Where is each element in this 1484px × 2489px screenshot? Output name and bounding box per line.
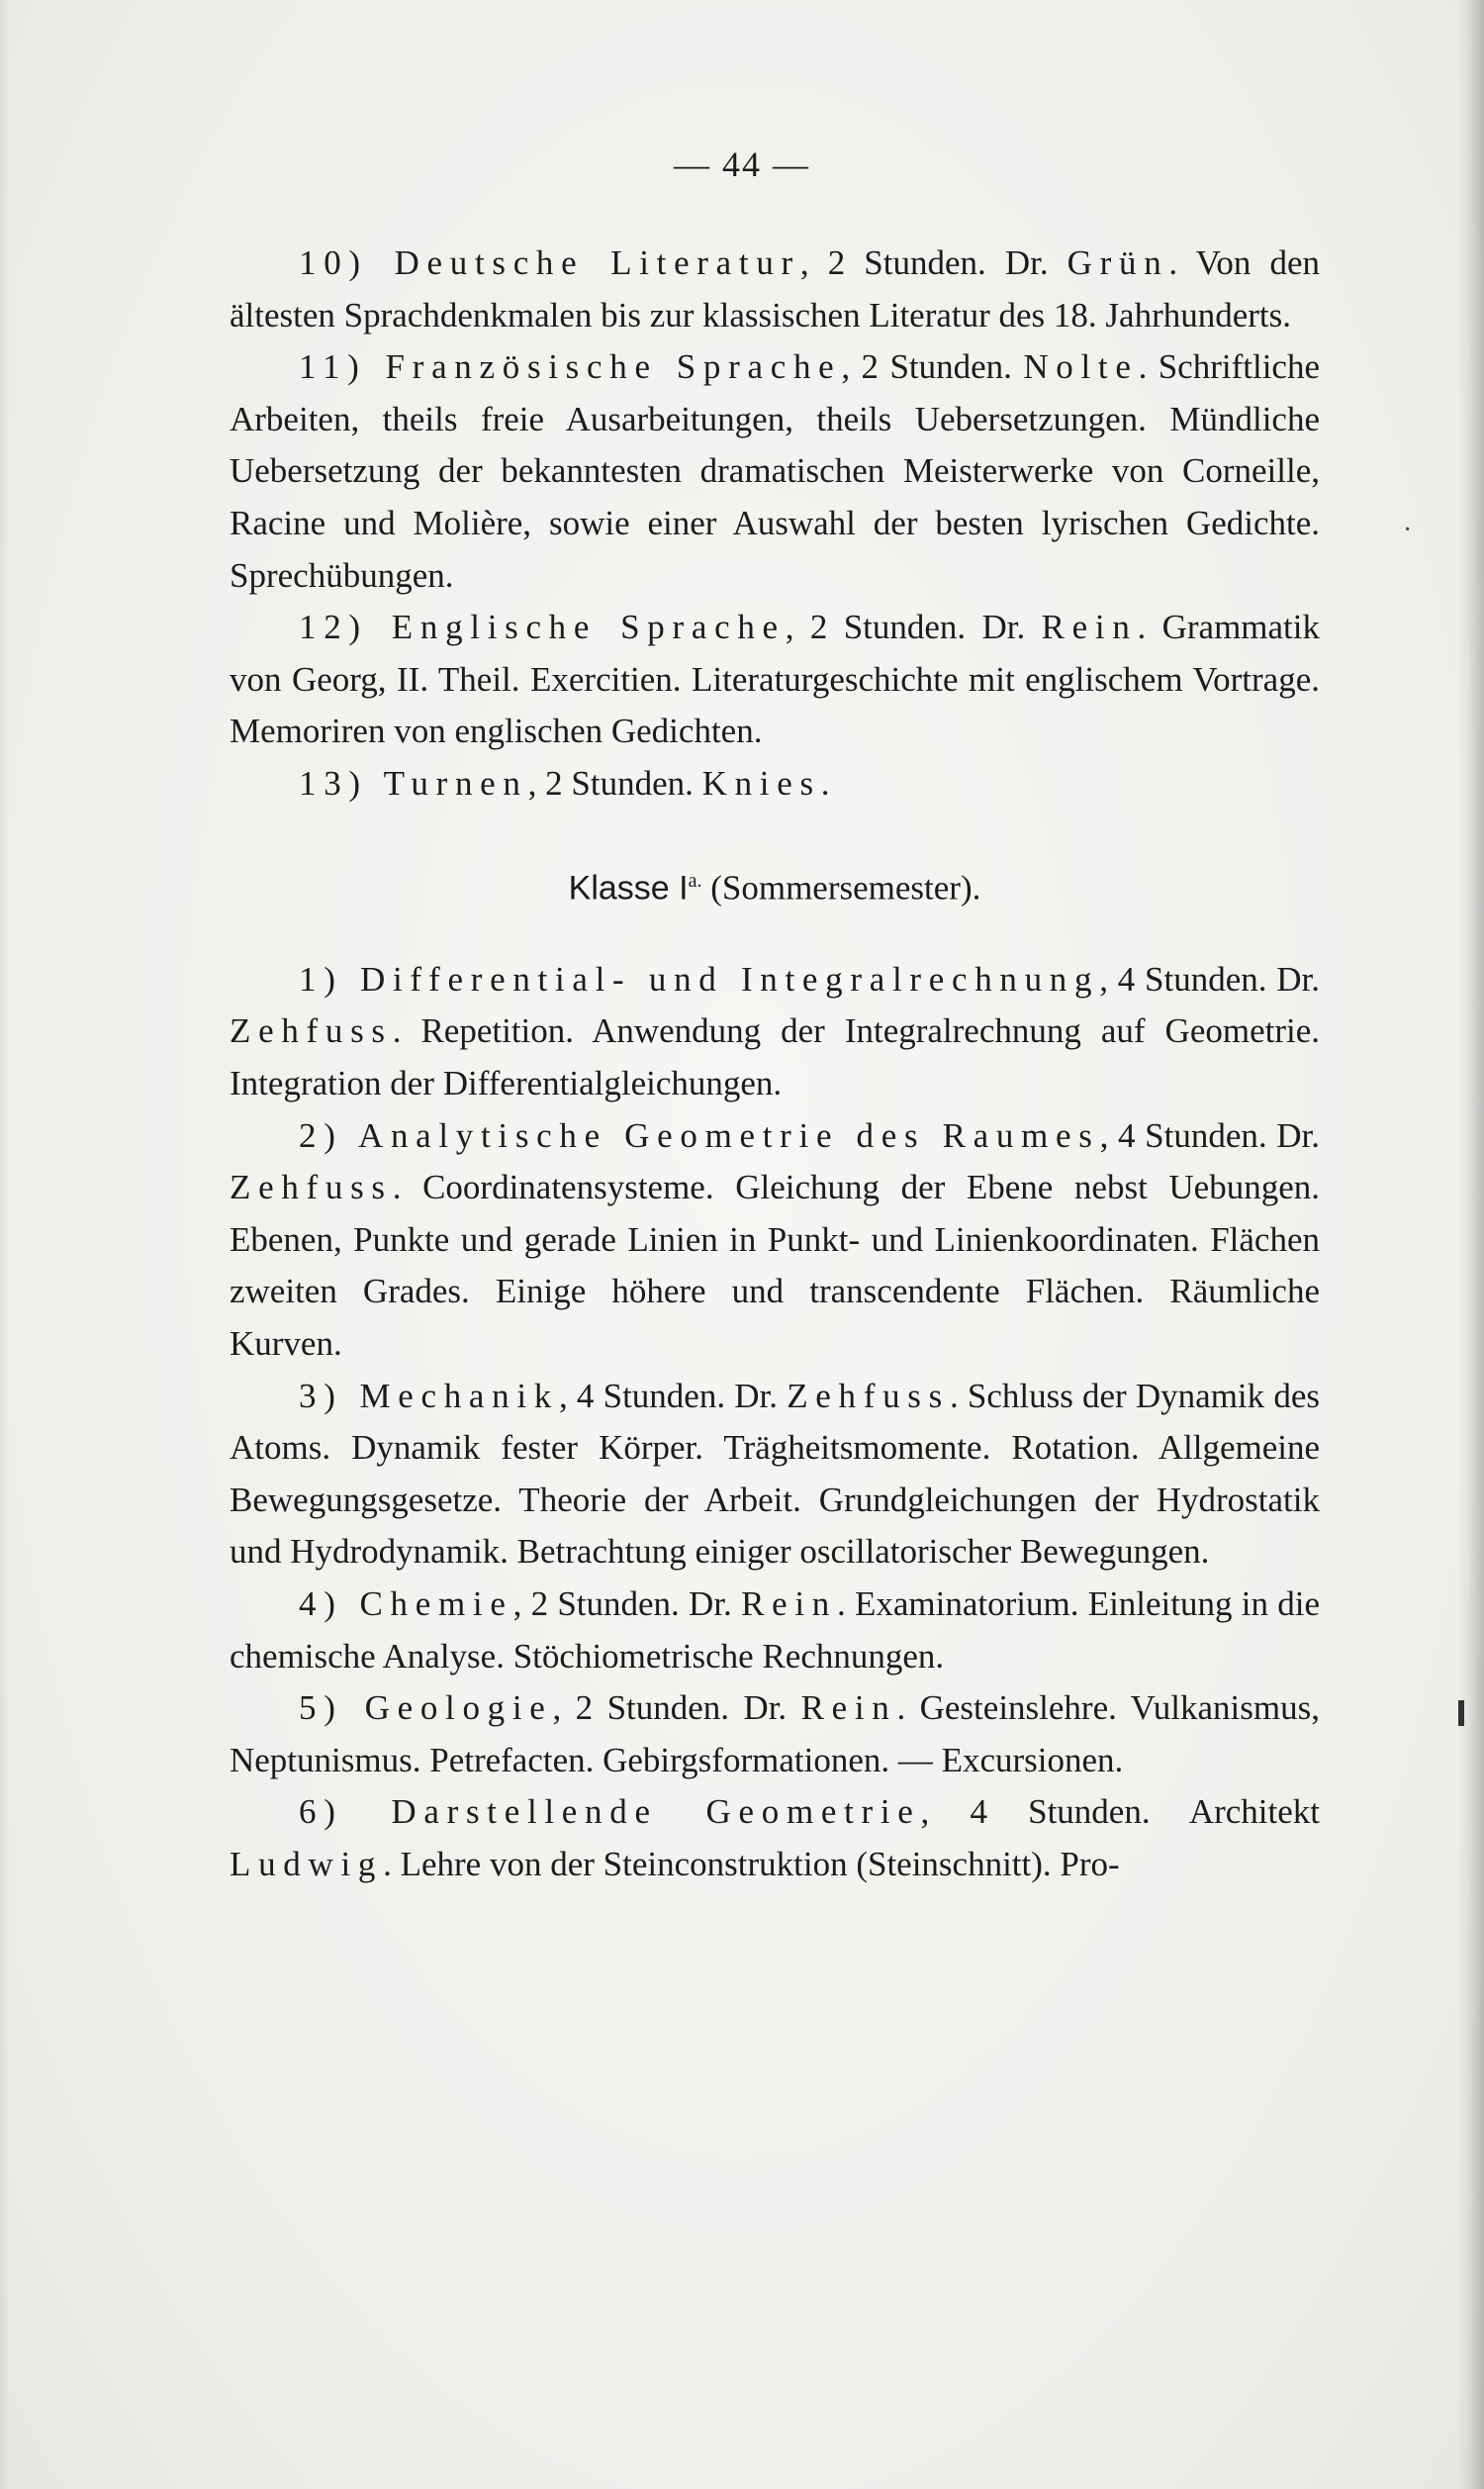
paragraph-text: , 4 Stunden. Dr. xyxy=(1099,959,1320,999)
paragraph-text: . Lehre von der Steinconstruktion (Steinschnitt). Pro- xyxy=(383,1844,1120,1883)
margin-mark: · xyxy=(1403,515,1413,545)
teacher-name: Nolte xyxy=(1023,347,1139,387)
paragraph-text: . Schriftliche Arbeiten, theils freie Ausarbeitungen, theils Uebersetzungen. Mündliche Uebersetzung der bekanntesten dramatischen Meisterwerke von Corneille, Racine und Molière, sowie einer Auswahl der besten lyrischen Gedichte. Sprechübungen. xyxy=(230,347,1320,595)
paragraph-text: . xyxy=(820,763,830,803)
page-right-edge xyxy=(1458,0,1484,2489)
paragraph-text: , 2 Stunden. xyxy=(527,763,702,803)
paragraph-text: , 2 Stunden. Dr. xyxy=(799,243,1067,282)
paragraph xyxy=(230,1579,1320,1682)
subject-name: 4) Chemie xyxy=(299,1583,513,1623)
subject-name: 13) Turnen xyxy=(299,763,528,803)
subject-name: 1) Differential- und Integralrechnung xyxy=(299,959,1100,999)
paragraph-text: . Gesteinslehre. Vulkanismus, Neptunismus. Petrefacten. Gebirgsformationen. — Excursionen. xyxy=(230,1688,1320,1779)
paragraph-text: . Von den ältesten Sprachdenkmalen bis zur klassischen Literatur des 18. Jahrhunderts. xyxy=(230,243,1320,335)
paragraph xyxy=(230,1786,1320,1890)
paragraph-text: . Grammatik von Georg, II. Theil. Exercitien. Literaturgeschichte mit englischem Vortrage. Memoriren von englischen Gedichten. xyxy=(230,608,1320,751)
paragraph xyxy=(230,238,1320,341)
heading-label: Klasse I xyxy=(568,869,689,908)
paragraph-text: , 4 Stunden. Dr. xyxy=(1099,1115,1320,1155)
paragraph xyxy=(230,758,1320,811)
heading-superscript: a. xyxy=(688,869,702,892)
paragraph-text: , 4 Stunden. Dr. xyxy=(559,1376,788,1415)
subject-name: 10) Deutsche Literatur xyxy=(299,243,800,282)
paragraph xyxy=(230,1682,1320,1786)
paragraph-text: . Examinatorium. Einleitung in die chemische Analyse. Stöchiometrische Rechnungen. xyxy=(230,1583,1320,1675)
body-text xyxy=(230,238,1320,1890)
subject-name: 3) Mechanik xyxy=(299,1376,559,1415)
section-heading xyxy=(230,855,1320,914)
teacher-name: Rein xyxy=(741,1583,837,1623)
subject-name: 6) Darstellende Geometrie xyxy=(299,1792,921,1832)
teacher-name: Zehfuss xyxy=(230,1168,393,1207)
subject-name: 11) Französische Sprache xyxy=(299,347,842,387)
teacher-name: Zehfuss xyxy=(787,1376,950,1415)
paragraph xyxy=(230,1371,1320,1579)
paragraph-text: , 2 Stunden. Dr. xyxy=(552,1688,801,1728)
paragraph-text: , 4 Stunden. Architekt xyxy=(920,1792,1320,1832)
page-number: — 44 — xyxy=(674,144,810,184)
subject-name: 12) Englische Sprache xyxy=(299,608,786,647)
teacher-name: Rein xyxy=(1041,608,1138,647)
page-left-edge xyxy=(0,0,10,2489)
paragraph-text: . Coordinatensysteme. Gleichung der Ebene nebst Uebungen. Ebenen, Punkte und gerade Linien in Punkt- und Linienkoordinaten. Flächen zweiten Grades. Einige höhere und transcendente Flächen. Räumliche Kurven. xyxy=(230,1168,1320,1363)
teacher-name: Knies xyxy=(701,763,821,803)
teacher-name: Grün xyxy=(1067,243,1169,282)
subject-name: 5) Geologie xyxy=(299,1688,553,1728)
paragraph-text: , 2 Stunden. Dr. xyxy=(512,1583,742,1623)
paragraph-text: . Schluss der Dynamik des Atoms. Dynamik fester Körper. Trägheitsmomente. Rotation. Allgemeine Bewegungsgesetze. Theorie der Arbeit. Grundgleichungen der Hydrostatik und Hydrodynamik. Betrachtung einiger oscillatorischer Bewegungen. xyxy=(230,1376,1320,1572)
paragraph-text: , 2 Stunden. xyxy=(841,347,1024,387)
paragraph xyxy=(230,602,1320,758)
subject-name: 2) Analytische Geometrie des Raumes xyxy=(299,1115,1100,1155)
paragraph xyxy=(230,1110,1320,1371)
paragraph-text: . Repetition. Anwendung der Integralrechnung auf Geometrie. Integration der Differentialgleichungen. xyxy=(230,1011,1320,1102)
heading-text: (Sommersemester). xyxy=(701,868,981,908)
teacher-name: Zehfuss xyxy=(230,1011,393,1051)
paragraph xyxy=(230,341,1320,602)
margin-mark xyxy=(1458,1700,1464,1726)
teacher-name: Rein xyxy=(800,1688,897,1728)
paragraph xyxy=(230,954,1320,1110)
paragraph-text: , 2 Stunden. Dr. xyxy=(785,608,1042,647)
teacher-name: Ludwig xyxy=(230,1844,384,1883)
